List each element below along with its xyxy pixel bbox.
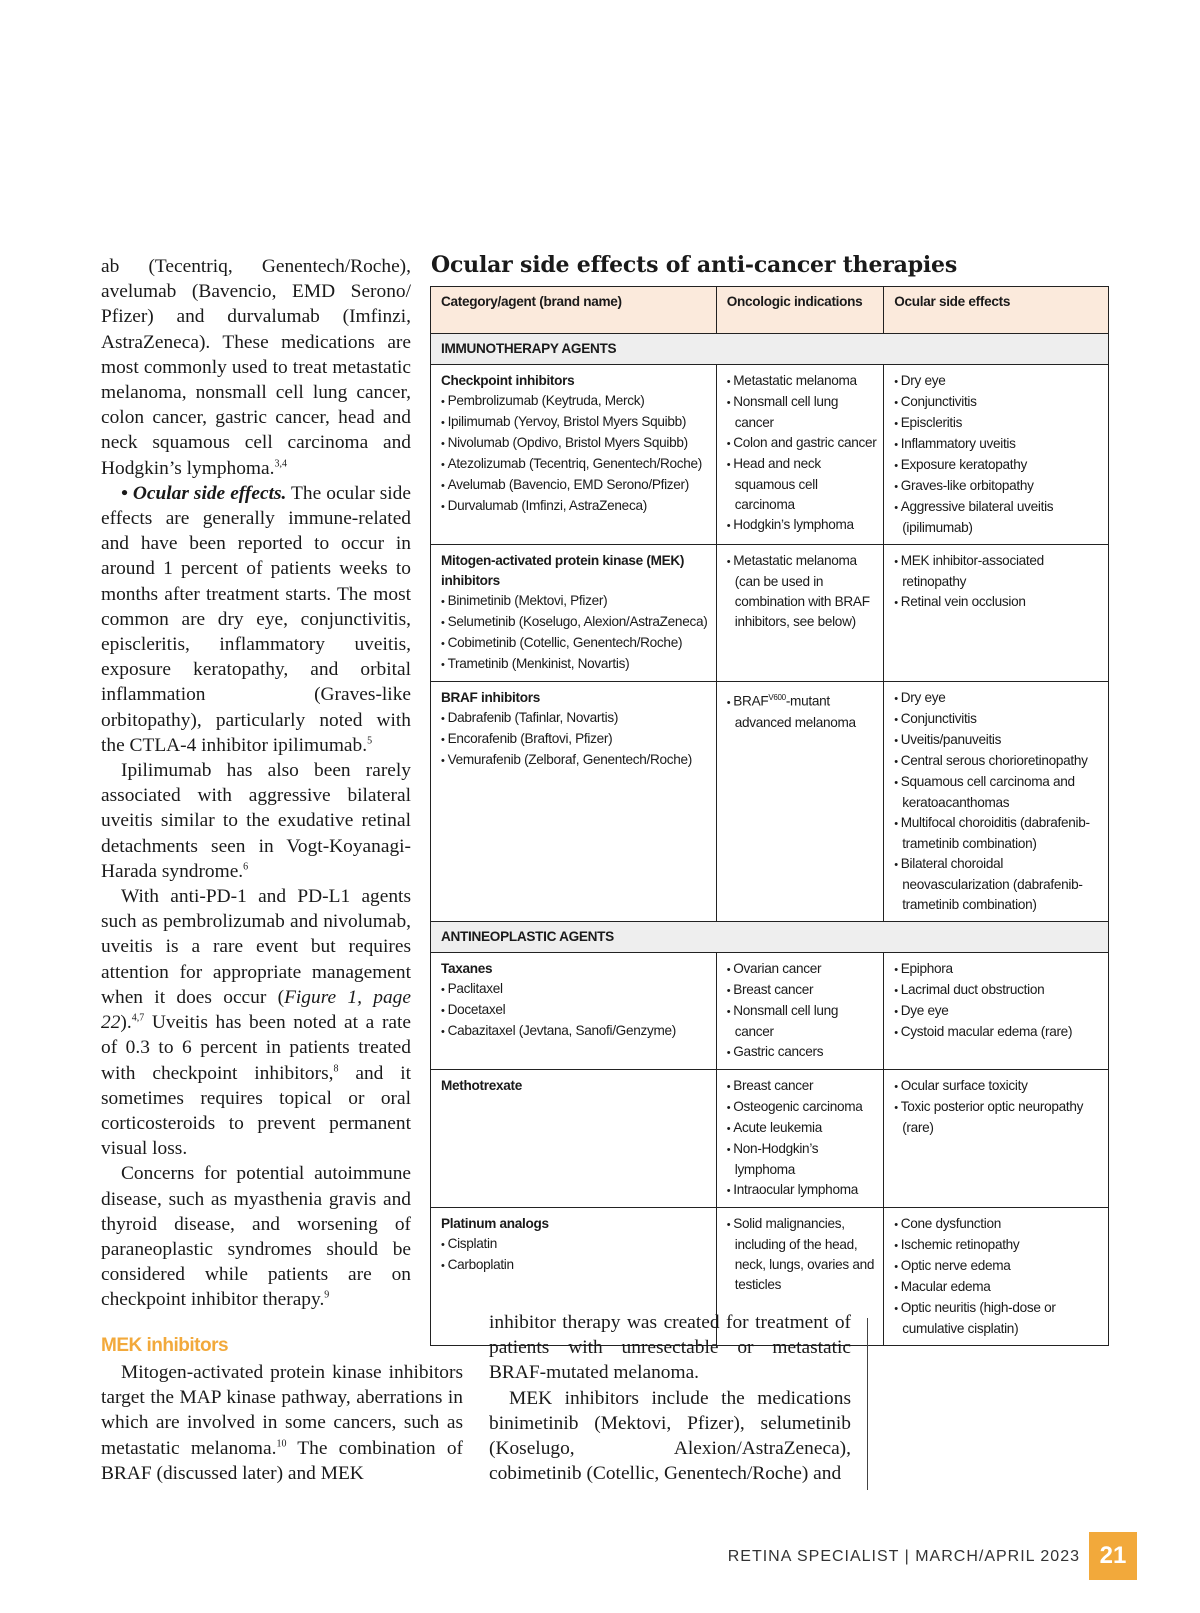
list-item: • Dry eye bbox=[894, 688, 1102, 709]
list-item: • Solid malignancies, including of the head, neck, lungs, ovaries and testicles bbox=[727, 1214, 877, 1295]
list-item: • Docetaxel bbox=[441, 1000, 710, 1021]
cell-indications bbox=[716, 1070, 883, 1208]
indication-list bbox=[727, 371, 877, 536]
agent-list bbox=[441, 591, 710, 675]
ocular-side-effects-table bbox=[430, 286, 1109, 1346]
list-item: • Carboplatin bbox=[441, 1255, 710, 1276]
agent-list bbox=[441, 979, 710, 1042]
list-item: • Exposure keratopathy bbox=[894, 455, 1102, 476]
list-item: • Encorafenib (Braftovi, Pfizer) bbox=[441, 729, 710, 750]
table-row-methotrexate bbox=[431, 1070, 1109, 1208]
list-item: • Bilateral choroidal neovascularization (dabrafenib-trametinib combination) bbox=[894, 854, 1102, 915]
list-item: • Macular edema bbox=[894, 1277, 1102, 1298]
list-item: • Toxic posterior optic neuropathy (rare) bbox=[894, 1097, 1102, 1138]
list-item: • Multifocal choroiditis (dabrafenib-trametinib combination) bbox=[894, 813, 1102, 854]
cell-effects bbox=[884, 953, 1109, 1070]
list-item: • MEK inhibitor-associated retinopathy bbox=[894, 551, 1102, 592]
table-row-taxanes bbox=[431, 953, 1109, 1070]
section-label: ANTINEOPLASTIC AGENTS bbox=[431, 922, 1109, 953]
cell-indications bbox=[716, 545, 883, 682]
paragraph-checkpoint-intro: ab (Tecentriq, Genentech/Roche), avelumab (Bavencio, EMD Serono/ Pfizer) and durvalumab (Imfinzi, AstraZeneca). These medications are most commonly used to treat metastatic melanoma, nonsmall cell lung cancer, colon cancer, gastric cancer, head and neck squamous cell carcinoma and Hodgkin’s lymphoma.$^{3,4}$ bbox=[101, 256, 411, 479]
table-title: Ocular side effects of anti-cancer therapies bbox=[431, 252, 958, 278]
list-item: • Cobimetinib (Cotellic, Genentech/Roche) bbox=[441, 633, 710, 654]
table-row-checkpoint bbox=[431, 365, 1109, 545]
list-item: • Selumetinib (Koselugo, Alexion/AstraZeneca) bbox=[441, 612, 710, 633]
cell-agents bbox=[431, 682, 717, 922]
page-number-badge: 21 bbox=[1089, 1532, 1137, 1580]
list-item: • Conjunctivitis bbox=[894, 709, 1102, 730]
list-item: • Lacrimal duct obstruction bbox=[894, 980, 1102, 1001]
list-item: • Head and neck squamous cell carcinoma bbox=[727, 454, 877, 515]
cell-indications bbox=[716, 953, 883, 1070]
effect-list bbox=[894, 551, 1102, 613]
agent-list bbox=[441, 1234, 710, 1276]
category-title: Checkpoint inhibitors bbox=[441, 373, 575, 388]
list-item: • Atezolizumab (Tecentriq, Genentech/Roche) bbox=[441, 454, 710, 475]
agent-list bbox=[441, 391, 710, 517]
cell-effects bbox=[884, 1070, 1109, 1208]
category-title: Taxanes bbox=[441, 961, 493, 976]
list-item: • Dabrafenib (Tafinlar, Novartis) bbox=[441, 708, 710, 729]
list-item: • Ocular surface toxicity bbox=[894, 1076, 1102, 1097]
indication-list bbox=[727, 688, 877, 733]
list-item: • Gastric cancers bbox=[727, 1042, 877, 1063]
list-item: • Avelumab (Bavencio, EMD Serono/Pfizer) bbox=[441, 475, 710, 496]
cell-effects bbox=[884, 365, 1109, 545]
publication-footer: RETINA SPECIALIST | MARCH/APRIL 2023 bbox=[727, 1548, 1080, 1565]
list-item: • Breast cancer bbox=[727, 980, 877, 1001]
list-item: • Osteogenic carcinoma bbox=[727, 1097, 877, 1118]
section-label: IMMUNOTHERAPY AGENTS bbox=[431, 334, 1109, 365]
table-row-braf bbox=[431, 682, 1109, 922]
paragraph-mek-combination: inhibitor therapy was created for treatment of patients with unresectable or metastatic BRAF-mutated melanoma. bbox=[489, 1312, 851, 1384]
cell-indications bbox=[716, 365, 883, 545]
effect-list bbox=[894, 688, 1102, 915]
cell-indications bbox=[716, 682, 883, 922]
list-item: • Central serous chorioretinopathy bbox=[894, 751, 1102, 772]
list-item: • Ischemic retinopathy bbox=[894, 1235, 1102, 1256]
column-divider bbox=[867, 1318, 868, 1490]
category-title: BRAF inhibitors bbox=[441, 690, 540, 705]
header-indications: Oncologic indications bbox=[716, 287, 883, 334]
list-item: • Conjunctivitis bbox=[894, 392, 1102, 413]
list-item: • Durvalumab (Imfinzi, AstraZeneca) bbox=[441, 496, 710, 517]
paragraph-ipilimumab-uveitis: Ipilimumab has also been rarely associated with aggressive bilateral uveitis similar to the exudative retinal detachments seen in Vogt-Koyanagi-Harada syndrome.$^6$ bbox=[101, 760, 411, 882]
section-row-immunotherapy bbox=[431, 334, 1109, 365]
list-item: • Inflammatory uveitis bbox=[894, 434, 1102, 455]
list-item: • Metastatic melanoma (can be used in combination with BRAF inhibitors, see below) bbox=[727, 551, 877, 632]
list-item: • Non-Hodgkin’s lymphoma bbox=[727, 1139, 877, 1180]
list-item: • Episcleritis bbox=[894, 413, 1102, 434]
indication-list bbox=[727, 959, 877, 1063]
agent-list bbox=[441, 708, 710, 771]
paragraph-mek-intro: Mitogen-activated protein kinase inhibitors target the MAP kinase pathway, aberrations in which are involved in some cancers, such as metastatic melanoma.$^{10}$ The combination of BRAF (discussed later) and MEK bbox=[101, 1362, 463, 1484]
left-body-column bbox=[101, 254, 411, 1313]
list-item: • Retinal vein occlusion bbox=[894, 592, 1102, 613]
section-heading-mek: MEK inhibitors bbox=[101, 1335, 229, 1356]
figure-reference: Figure 1, page 22 bbox=[101, 986, 411, 1034]
list-item: • Intraocular lymphoma bbox=[727, 1180, 877, 1201]
list-item: • Paclitaxel bbox=[441, 979, 710, 1000]
cell-agents bbox=[431, 953, 717, 1070]
list-item: • Cystoid macular edema (rare) bbox=[894, 1022, 1102, 1043]
indication-list bbox=[727, 551, 877, 632]
list-item: • Metastatic melanoma bbox=[727, 371, 877, 392]
list-item: • Binimetinib (Mektovi, Pfizer) bbox=[441, 591, 710, 612]
effect-list bbox=[894, 959, 1102, 1043]
list-item: • Nonsmall cell lung cancer bbox=[727, 392, 877, 433]
list-item: • Dye eye bbox=[894, 1001, 1102, 1022]
list-item: • Squamous cell carcinoma and keratoacanthomas bbox=[894, 772, 1102, 813]
cell-agents bbox=[431, 545, 717, 682]
list-item: • Optic nerve edema bbox=[894, 1256, 1102, 1277]
cell-effects bbox=[884, 1208, 1109, 1346]
effect-list bbox=[894, 371, 1102, 538]
effect-list bbox=[894, 1076, 1102, 1138]
cell-agents bbox=[431, 1070, 717, 1208]
list-item: • Hodgkin’s lymphoma bbox=[727, 515, 877, 536]
category-title: Mitogen-activated protein kinase (MEK) inhibitors bbox=[441, 553, 685, 588]
list-item: • Graves-like orbitopathy bbox=[894, 476, 1102, 497]
indication-list bbox=[727, 1076, 877, 1201]
list-item: • Breast cancer bbox=[727, 1076, 877, 1097]
list-item: • Vemurafenib (Zelboraf, Genentech/Roche) bbox=[441, 750, 710, 771]
list-item: • $BRAF^{V600}$-mutant advanced melanoma bbox=[727, 688, 877, 733]
list-item: • Acute leukemia bbox=[727, 1118, 877, 1139]
indication-list bbox=[727, 1214, 877, 1295]
mek-column-left bbox=[101, 1360, 463, 1486]
table-row-mek bbox=[431, 545, 1109, 682]
list-item: • Cisplatin bbox=[441, 1234, 710, 1255]
list-item: • Cone dysfunction bbox=[894, 1214, 1102, 1235]
list-item: • Dry eye bbox=[894, 371, 1102, 392]
list-item: • Colon and gastric cancer bbox=[727, 433, 877, 454]
list-item: • Optic neuritis (high-dose or cumulative cisplatin) bbox=[894, 1298, 1102, 1339]
paragraph-pd1-uveitis: With anti-PD-1 and PD-L1 agents such as pembrolizumab and nivolumab, uveitis is a rare event but requires attention for appropriate management when it does occur (Figure 1, page 22).$^{4,7}$ Uveitis has been noted at a rate of 0.3 to 6 percent in patients treated with checkpoint inhibitors,$^8$ and it sometimes requires topical or oral corticosteroids to prevent permanent visual loss. bbox=[101, 886, 412, 1160]
paragraph-mek-medications: MEK inhibitors include the medications binimetinib (Mektovi, Pfizer), selumetinib (Koselugo, Alexion/AstraZeneca), cobimetinib (Cotellic, Genentech/Roche) and bbox=[489, 1387, 851, 1485]
list-item: • Ipilimumab (Yervoy, Bristol Myers Squibb) bbox=[441, 412, 710, 433]
cell-effects bbox=[884, 545, 1109, 682]
effect-list bbox=[894, 1214, 1102, 1339]
cell-agents bbox=[431, 365, 717, 545]
list-item: • Trametinib (Menkinist, Novartis) bbox=[441, 654, 710, 675]
list-item: • Epiphora bbox=[894, 959, 1102, 980]
list-item: • Cabazitaxel (Jevtana, Sanofi/Genzyme) bbox=[441, 1021, 710, 1042]
list-item: • Ovarian cancer bbox=[727, 959, 877, 980]
category-title: Platinum analogs bbox=[441, 1216, 549, 1231]
cell-effects bbox=[884, 682, 1109, 922]
header-side-effects: Ocular side effects bbox=[884, 287, 1109, 334]
list-item: • Nivolumab (Opdivo, Bristol Myers Squibb) bbox=[441, 433, 710, 454]
header-category: Category/agent (brand name) bbox=[431, 287, 717, 334]
category-title: Methotrexate bbox=[441, 1078, 523, 1093]
list-item: • Aggressive bilateral uveitis (ipilimumab) bbox=[894, 497, 1102, 538]
paragraph-autoimmune-concerns: Concerns for potential autoimmune disease, such as myasthenia gravis and thyroid disease, and worsening of paraneoplastic syndromes should be considered while patients are on checkpoint inhibitor therapy.$^9$ bbox=[101, 1163, 411, 1311]
list-item: • Pembrolizumab (Keytruda, Merck) bbox=[441, 391, 710, 412]
paragraph-ocular-side-effects: • Ocular side effects. The ocular side effects are generally immune-related and have been reported to occur in around 1 percent of patients weeks to months after treatment starts. The most common are dry eye, conjunctivitis, episcleritis, inflammatory uveitis, exposure keratopathy, and orbital inflammation (Graves-like orbitopathy), particularly noted with the CTLA-4 inhibitor ipilimumab.$^5$ bbox=[101, 482, 411, 756]
list-item: • Nonsmall cell lung cancer bbox=[727, 1001, 877, 1042]
list-item: • Uveitis/panuveitis bbox=[894, 730, 1102, 751]
section-row-antineoplastic bbox=[431, 922, 1109, 953]
table-header-row bbox=[431, 287, 1109, 334]
mek-column-right bbox=[489, 1310, 851, 1486]
